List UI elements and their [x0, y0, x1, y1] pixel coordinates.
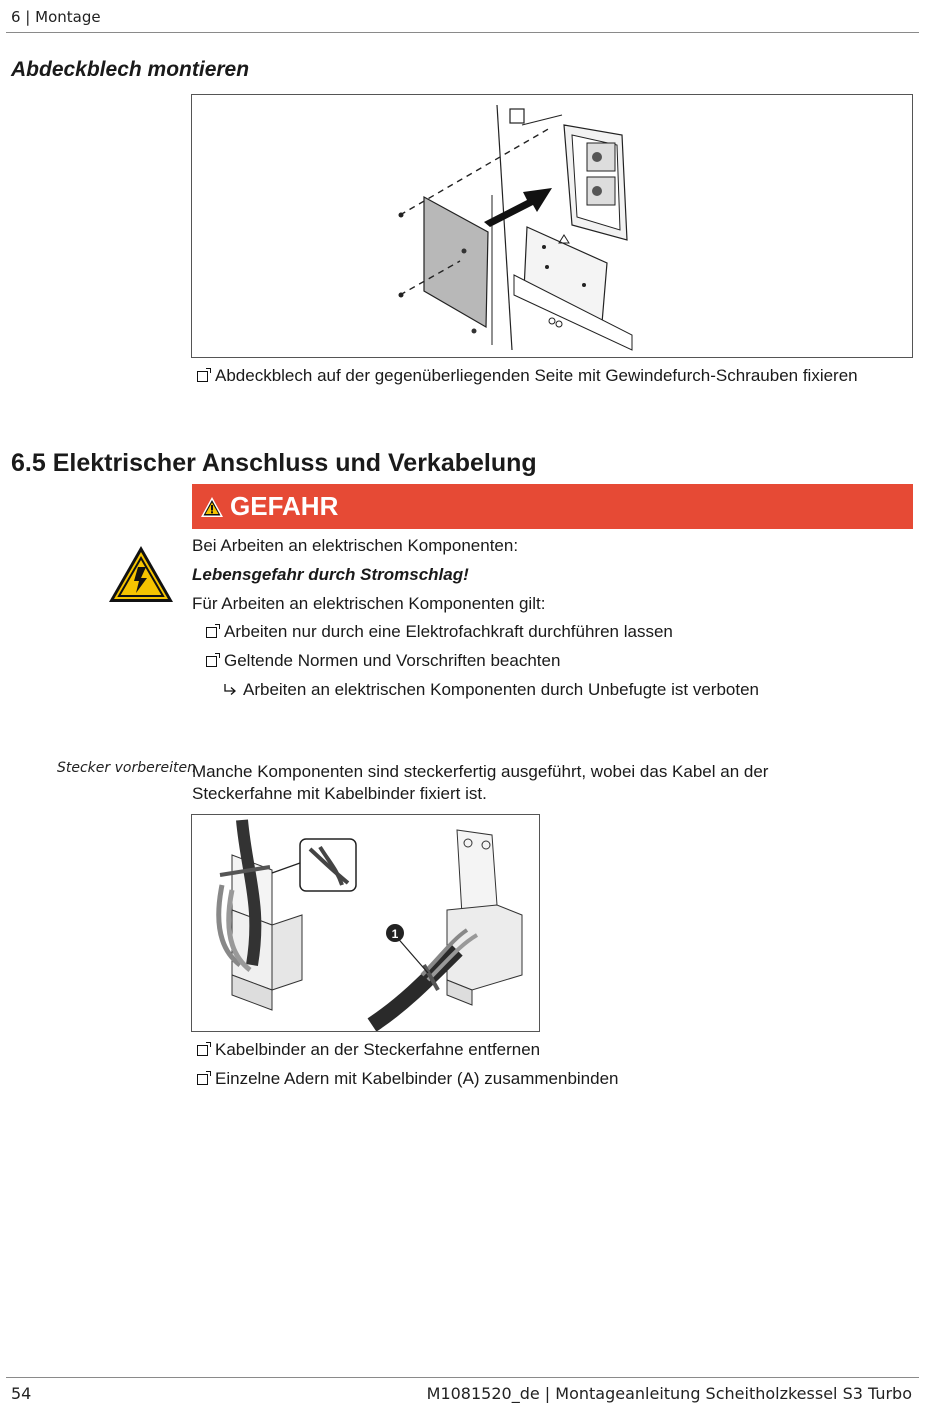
mount-instruction [197, 366, 858, 386]
plug-figure [191, 814, 540, 1032]
warning-bullet-2 [206, 651, 560, 671]
instruction-checkbox-icon [197, 371, 208, 382]
footer-document: M1081520_de | Montageanleitung Scheitholzkessel S3 Turbo [426, 1384, 912, 1403]
footer-rule [6, 1377, 919, 1378]
section-title-electric: 6.5 Elektrischer Anschluss und Verkabelung [11, 449, 537, 477]
warning-bullet-text: Geltende Normen und Vorschriften beachten [224, 651, 561, 670]
plug-intro-line-1: Manche Komponenten sind steckerfertig ausgeführt, wobei das Kabel an der [192, 762, 769, 781]
danger-banner [192, 484, 913, 529]
plug-step-text: Kabelbinder an der Steckerfahne entfernen [215, 1040, 541, 1059]
plug-step-2 [197, 1069, 619, 1089]
plug-step-1 [197, 1040, 540, 1060]
plug-intro-line-2: Steckerfahne mit Kabelbinder fixiert ist. [192, 784, 487, 803]
plug-step-text: Einzelne Adern mit Kabelbinder (A) zusammenbinden [215, 1069, 619, 1088]
plug-cable-tie-illustration [192, 815, 539, 1031]
mounting-figure [191, 94, 913, 358]
result-arrow-icon [223, 683, 238, 697]
warning-bullet-1 [206, 622, 673, 642]
instruction-checkbox-icon [197, 1074, 208, 1085]
warning-line-3: Für Arbeiten an elektrischen Komponenten gilt: [192, 594, 546, 613]
section-title-mount: Abdeckblech montieren [11, 58, 250, 81]
warning-bullet-text: Arbeiten nur durch eine Elektrofachkraft durchführen lassen [224, 622, 673, 641]
warning-triangle-icon [200, 496, 224, 518]
warning-line-2: Lebensgefahr durch Stromschlag! [192, 565, 469, 584]
instruction-checkbox-icon [206, 656, 217, 667]
warning-line-1: Bei Arbeiten an elektrischen Komponenten: [192, 536, 519, 555]
instruction-checkbox-icon [206, 627, 217, 638]
mount-instruction-text: Abdeckblech auf der gegenüberliegenden Seite mit Gewindefurch-Schrauben fixieren [215, 366, 858, 385]
cover-plate-illustration [192, 95, 912, 357]
callout-number: 1 [391, 927, 399, 941]
electric-hazard-icon [108, 545, 174, 603]
instruction-checkbox-icon [197, 1045, 208, 1056]
margin-label: Stecker vorbereiten [57, 760, 196, 776]
header-rule [6, 32, 919, 33]
page-header: 6 | Montage [11, 8, 101, 26]
page-number: 54 [11, 1384, 32, 1403]
warning-result-text: Arbeiten an elektrischen Komponenten durch Unbefugte ist verboten [243, 680, 759, 699]
warning-result [223, 680, 759, 700]
danger-label: GEFAHR [230, 491, 339, 521]
